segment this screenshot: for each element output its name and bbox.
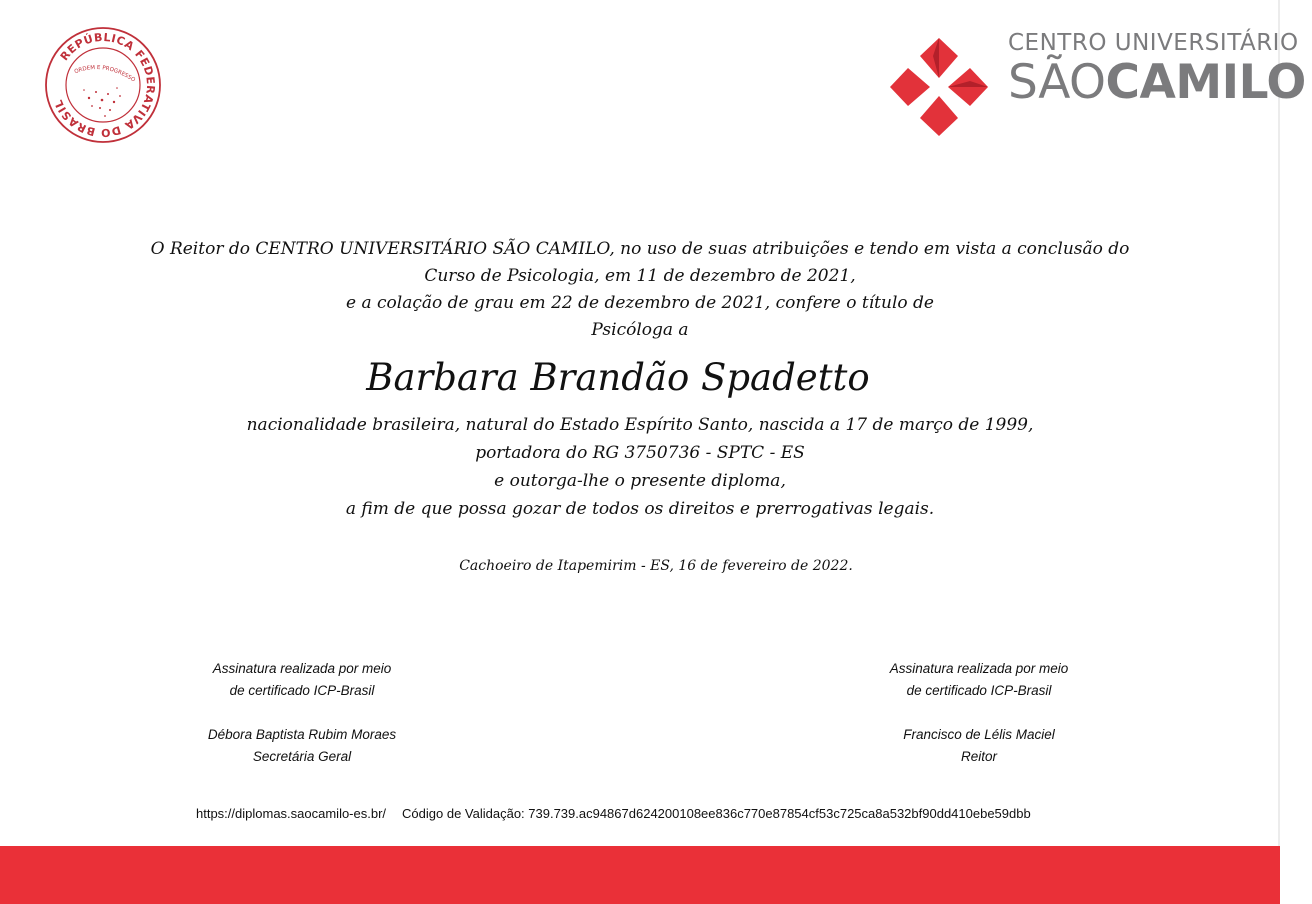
seal-stars — [83, 87, 121, 117]
signatory-role: Reitor — [960, 749, 997, 764]
diploma-url-link[interactable]: https://diplomas.saocamilo-es.br/ — [196, 806, 387, 821]
validation-code: Código de Validação: 739.739.ac94867d624200108ee836c770e87854cf53c725ca8a532bf90dd410ebe59dbb — [402, 806, 1031, 821]
logo-sao: SÃO — [1008, 55, 1106, 110]
logo-line1: CENTRO UNIVERSITÁRIO — [1008, 30, 1299, 56]
logo-camilo: CAMILO — [1105, 55, 1306, 110]
signature-note: Assinatura realizada por meio — [212, 661, 392, 676]
signatory-name: Francisco de Lélis Maciel — [903, 727, 1055, 742]
sao-camilo-cross-icon — [884, 32, 994, 142]
brazil-seal-icon — [44, 26, 162, 144]
signatory-role: Secretária Geral — [252, 749, 352, 764]
svg-text:ORDEM E PROGRESSO — [74, 65, 137, 84]
place-date: Cachoeiro de Itapemirim - ES, 16 de fevereiro de 2022. — [459, 558, 853, 574]
signature-note: de certificado ICP-Brasil — [229, 683, 375, 698]
diploma-details — [0, 411, 1280, 523]
signature-block-rector — [829, 658, 1129, 768]
seal-motto: ORDEM E PROGRESSO — [73, 65, 137, 84]
detail-line: nacionalidade brasileira, natural do Estado Espírito Santo, nascida a 17 de março de 1999, — [246, 415, 1034, 435]
footer-validation — [196, 806, 1031, 821]
detail-line: portadora do RG 3750736 - SPTC - ES — [475, 443, 805, 463]
seal-ring-text: REPÚBLICA FEDERATIVA DO BRASIL — [51, 30, 158, 140]
logo-line2 — [1008, 56, 1306, 110]
signatory-name: Débora Baptista Rubim Moraes — [207, 727, 397, 742]
footer-red-bar — [0, 846, 1280, 904]
intro-line: O Reitor do CENTRO UNIVERSITÁRIO SÃO CAMILO, no uso de suas atribuições e tendo em vista a conclusão do — [150, 239, 1130, 259]
intro-line: e a colação de grau em 22 de dezembro de 2021, confere o título de — [346, 293, 934, 313]
recipient-name: Barbara Brandão Spadetto — [366, 356, 870, 399]
signature-note: de certificado ICP-Brasil — [906, 683, 1052, 698]
signature-note: Assinatura realizada por meio — [889, 661, 1069, 676]
intro-line: Curso de Psicologia, em 11 de dezembro de 2021, — [424, 266, 856, 286]
svg-text:REPÚBLICA FEDERATIVA DO BRASIL — [52, 31, 157, 139]
diploma-intro — [0, 236, 1280, 344]
intro-line: Psicóloga a — [591, 320, 689, 340]
detail-line: e outorga-lhe o presente diploma, — [494, 471, 786, 491]
detail-line: a fim de que possa gozar de todos os direitos e prerrogativas legais. — [345, 499, 935, 519]
institution-logo — [1008, 30, 1306, 110]
signature-block-secretary — [152, 658, 452, 768]
